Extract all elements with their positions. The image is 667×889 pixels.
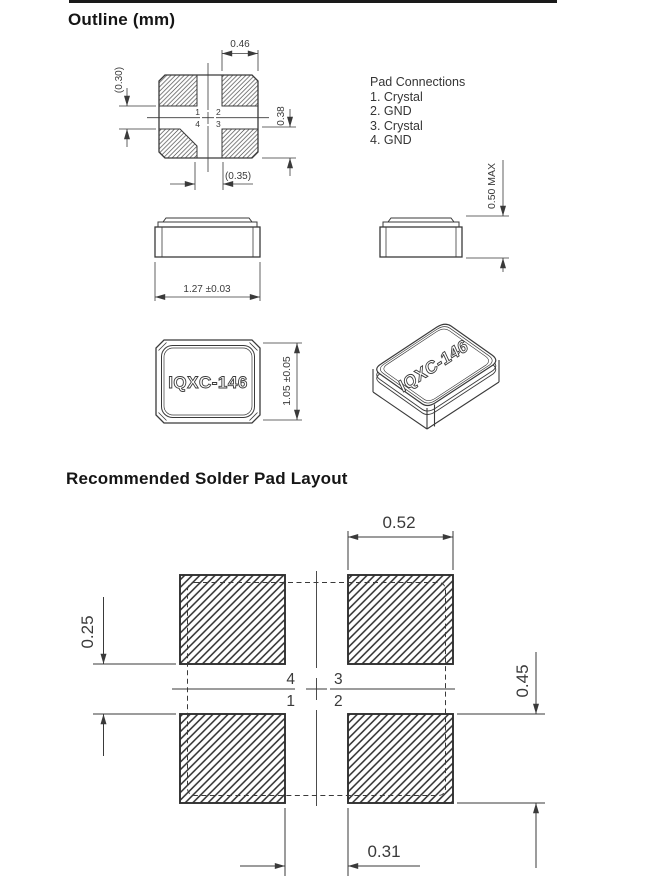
pad-connection-item: 3. Crystal bbox=[370, 118, 423, 133]
dim-label-045: 0.45 bbox=[513, 664, 532, 698]
dim-label-127: 1.27 ±0.03 bbox=[183, 284, 231, 295]
pad-bottom-left-chamfered bbox=[159, 129, 197, 158]
pin-number-2: 2 bbox=[216, 107, 221, 117]
dim-label-025: 0.25 bbox=[78, 615, 97, 649]
dim-gap-030 bbox=[114, 67, 156, 147]
lid-top bbox=[163, 218, 252, 222]
layout-pin-1: 1 bbox=[286, 693, 295, 710]
outline-side-views bbox=[155, 160, 509, 301]
dim-label-038: 0.38 bbox=[276, 106, 287, 126]
solder-pad-2 bbox=[348, 714, 453, 803]
dim-label-046: 0.46 bbox=[230, 39, 250, 50]
dim-label-052: 0.52 bbox=[382, 513, 416, 532]
top-view-pads bbox=[159, 75, 258, 158]
pad-connection-item: 1. Crystal bbox=[370, 89, 423, 104]
part-number-label: IQXC-146 bbox=[168, 373, 248, 392]
layout-pin-numbers bbox=[286, 671, 342, 710]
dim-gap-035 bbox=[170, 162, 253, 190]
pad-connections-heading: Pad Connections bbox=[370, 75, 466, 89]
solder-pad-layout bbox=[78, 513, 545, 876]
pin-number-4: 4 bbox=[195, 119, 200, 129]
layout-pin-2: 2 bbox=[334, 693, 343, 710]
dim-pad-height-038 bbox=[262, 106, 296, 176]
castellation-lines bbox=[162, 227, 253, 257]
dim-label-030: (0.30) bbox=[114, 66, 125, 94]
outline-section-title: Outline (mm) bbox=[68, 10, 176, 29]
outline-top-view bbox=[114, 39, 296, 190]
dim-label-035: (0.35) bbox=[224, 171, 252, 182]
dim-body-height-050max bbox=[466, 160, 509, 272]
pad-top-right bbox=[222, 75, 258, 106]
pin-number-3: 3 bbox=[216, 119, 221, 129]
dim-body-depth-105 bbox=[263, 343, 302, 420]
castellation-lines bbox=[386, 227, 456, 257]
pad-top-left bbox=[159, 75, 197, 106]
dim-label-050max: 0.50 MAX bbox=[486, 162, 498, 210]
outline-iso-view bbox=[373, 324, 499, 429]
layout-pin-3: 3 bbox=[334, 671, 343, 688]
pad-connection-item: 4. GND bbox=[370, 133, 412, 148]
lid-band bbox=[383, 222, 459, 227]
pad-bottom-right bbox=[222, 129, 258, 158]
solder-pad-4 bbox=[180, 575, 285, 664]
dim-solder-pad-width-052 bbox=[348, 513, 453, 570]
dim-label-105: 1.05 ±0.05 bbox=[281, 356, 293, 406]
pad-connection-item: 2. GND bbox=[370, 104, 412, 119]
outline-front-view bbox=[156, 340, 302, 423]
dim-solder-pad-height-045 bbox=[457, 652, 545, 868]
dim-solder-col-gap-031 bbox=[240, 808, 420, 876]
dim-label-031: 0.31 bbox=[367, 842, 401, 861]
solder-pad-3 bbox=[348, 575, 453, 664]
lid-band bbox=[158, 222, 257, 227]
lid-top bbox=[388, 218, 454, 222]
dim-body-width-127 bbox=[155, 262, 260, 301]
dim-pad-width-046 bbox=[222, 39, 258, 71]
side-view-right bbox=[380, 218, 462, 257]
body bbox=[155, 227, 260, 257]
solder-section-title: Recommended Solder Pad Layout bbox=[66, 469, 348, 488]
solder-pad-1 bbox=[180, 714, 285, 803]
pin-number-1: 1 bbox=[195, 107, 200, 117]
side-view-left bbox=[155, 218, 260, 257]
dim-solder-row-gap-025 bbox=[78, 597, 176, 756]
layout-pin-4: 4 bbox=[286, 671, 295, 688]
body bbox=[380, 227, 462, 257]
part-number-label-iso: IQXC-146 bbox=[396, 335, 472, 397]
